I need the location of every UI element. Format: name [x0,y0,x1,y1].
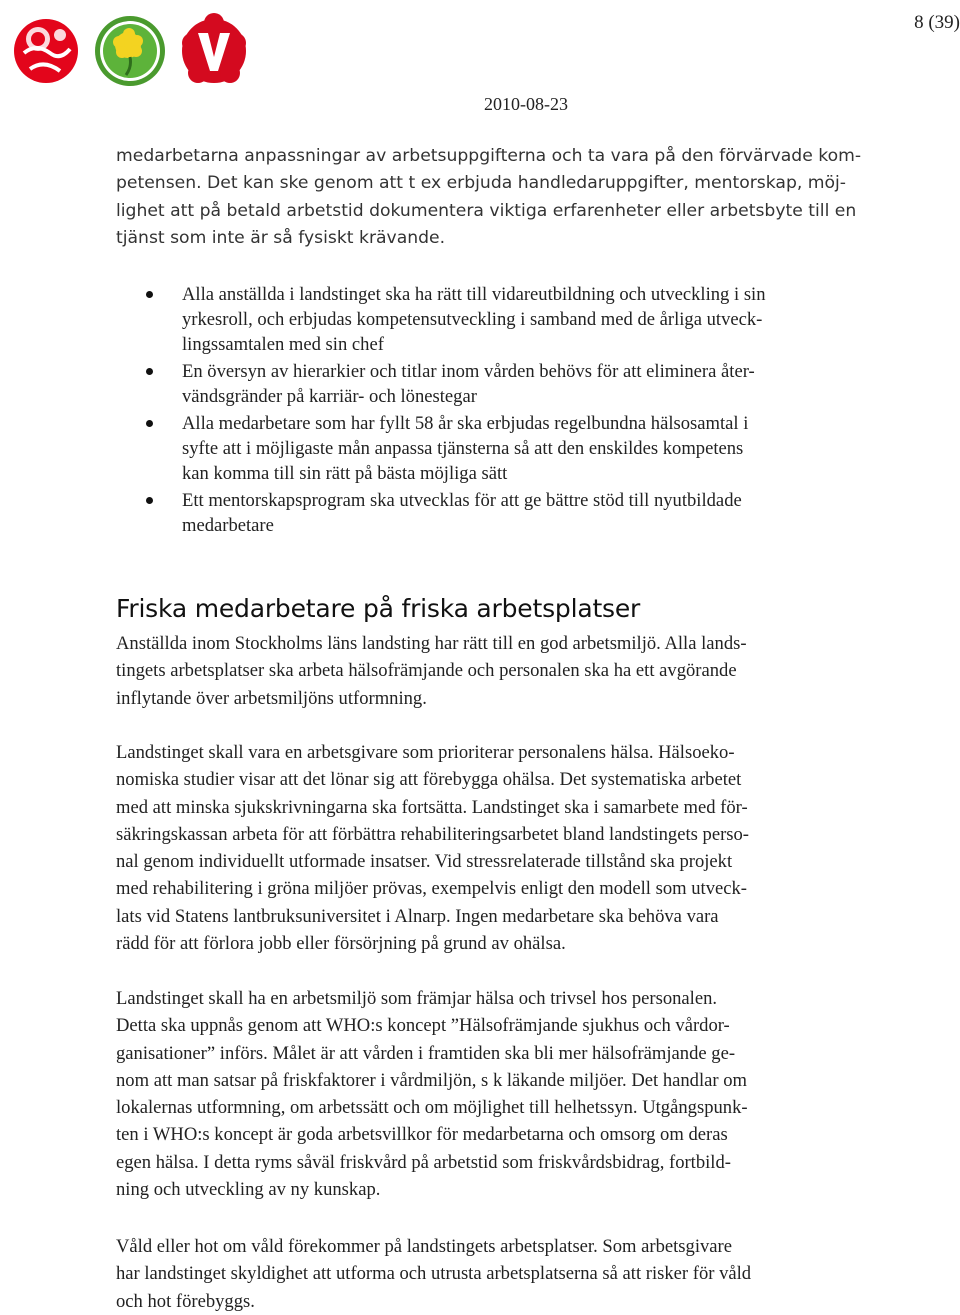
text-line: Landstinget skall ha en arbetsmiljö som främjar hälsa och trivsel hos personalen. [116,988,718,1009]
text-line: ning och utveckling av ny kunskap. [116,1179,381,1201]
bullet-icon [146,497,153,504]
text-line: med rehabilitering i gröna miljöer prövas, exempelvis enligt den modell som utveck- [116,878,747,900]
left-party-v-logo [178,13,250,89]
text-line: nal genom individuellt utformade insatser. Vid stressrelaterade tillstånd ska projekt [116,851,733,873]
text-line: lats vid Statens lantbruksuniversitet i Alnarp. Ingen medarbetare ska behöva vara [116,905,719,927]
party-logos [10,12,250,90]
body-paragraph [116,739,846,957]
text-line: Anställda inom Stockholms läns landsting har rätt till en god arbetsmiljö. Alla lands- [116,633,747,654]
text-line: tjänst som inte är så fysiskt krävande. [116,227,446,248]
text-line: säkringskassan arbeta för att förbättra rehabiliteringsarbetet bland landstingets perso- [116,823,749,845]
text-line: Alla medarbetare som har fyllt 58 år ska erbjudas regelbundna hälsosamtal i [182,413,749,434]
page-number: 8 (39) [914,12,960,33]
bullet-list [140,282,860,540]
text-line: nomiska studier visar att det lönar sig att förebygga ohälsa. Det systematiska arbetet [116,769,742,791]
body-paragraph [116,985,846,1203]
text-line: har landstinget skyldighet att utforma och utrusta arbetsplatserna så att risker för våld [116,1263,752,1285]
text-line: rädd för att förlora jobb eller försörjning på grund av ohälsa. [116,933,566,955]
text-line: inflytande över arbetsmiljöns utformning. [116,687,427,709]
text-line: och hot förebyggs. [116,1290,255,1312]
bullet-item [140,411,860,486]
text-line: med att minska sjukskrivningarna ska fortsätta. Landstinget ska i samarbete med för- [116,796,748,818]
bullet-item [140,282,860,357]
green-party-dandelion-logo [92,13,168,89]
text-line: lokalernas utformning, om arbetssätt och om möjlighet till helhetssyn. Utgångspunk- [116,1097,748,1119]
text-line: Detta ska uppnås genom att WHO:s koncept ”Hälsofrämjande sjukhus och vårdor- [116,1015,730,1037]
text-line: En översyn av hierarkier och titlar inom vården behövs för att eliminera åter- [182,361,755,382]
text-line: ten i WHO:s koncept är goda arbetsvillkor för medarbetarna och omsorg om deras [116,1124,728,1146]
text-line: ganisationer” införs. Målet är att vården i framtiden ska bli mer hälsofrämjande ge- [116,1042,736,1064]
bullet-item [140,359,860,409]
text-line: syfte att i möjligaste mån anpassa tjänsterna så att den enskildes kompetens [182,438,744,459]
text-line: egen hälsa. I detta ryms såväl friskvård på arbetstid som friskvårdsbidrag, fortbild- [116,1151,731,1173]
text-line: tingets arbetsplatser ska arbeta hälsofrämjande och personalen ska ha ett avgörande [116,660,737,682]
text-line: petensen. Det kan ske genom att t ex erbjuda handledaruppgifter, mentorskap, möj- [116,173,847,194]
text-line: vändsgränder på karriär- och lönestegar [182,386,477,407]
intro-paragraph [116,143,862,252]
section-heading: Friska medarbetare på friska arbetsplatser [116,594,641,623]
body-paragraph [116,630,846,712]
text-line: lingssamtalen med sin chef [182,334,384,355]
text-line: medarbetarna anpassningar av arbetsuppgifterna och ta vara på den förvärvade kom- [116,146,862,166]
text-line: Alla anställda i landstinget ska ha rätt till vidareutbildning och utveckling i sin [182,284,766,305]
text-line: Landstinget skall vara en arbetsgivare som prioriterar personalens hälsa. Hälsoeko- [116,742,735,763]
text-line: kan komma till sin rätt på bästa möjliga sätt [182,463,508,484]
text-line: Ett mentorskapsprogram ska utvecklas för att ge bättre stöd till nyutbildade [182,490,742,511]
bullet-icon [146,291,153,298]
text-line: Våld eller hot om våld förekommer på landstingets arbetsplatser. Som arbetsgivare [116,1236,732,1257]
text-line: nom att man satsar på friskfaktorer i vårdmiljön, s k läkande miljöer. Det handlar om [116,1069,747,1091]
bullet-icon [146,420,153,427]
body-paragraph [116,1233,846,1315]
text-line: lighet att på betald arbetstid dokumentera viktiga erfarenheter eller arbetsbyte till en [116,200,857,221]
text-line: medarbetare [182,515,274,536]
social-democrats-rose-logo [10,13,82,89]
bullet-icon [146,368,153,375]
text-line: yrkesroll, och erbjudas kompetensutveckling i samband med de årliga utveck- [182,309,763,330]
bullet-item [140,488,860,538]
document-date: 2010-08-23 [484,94,568,114]
